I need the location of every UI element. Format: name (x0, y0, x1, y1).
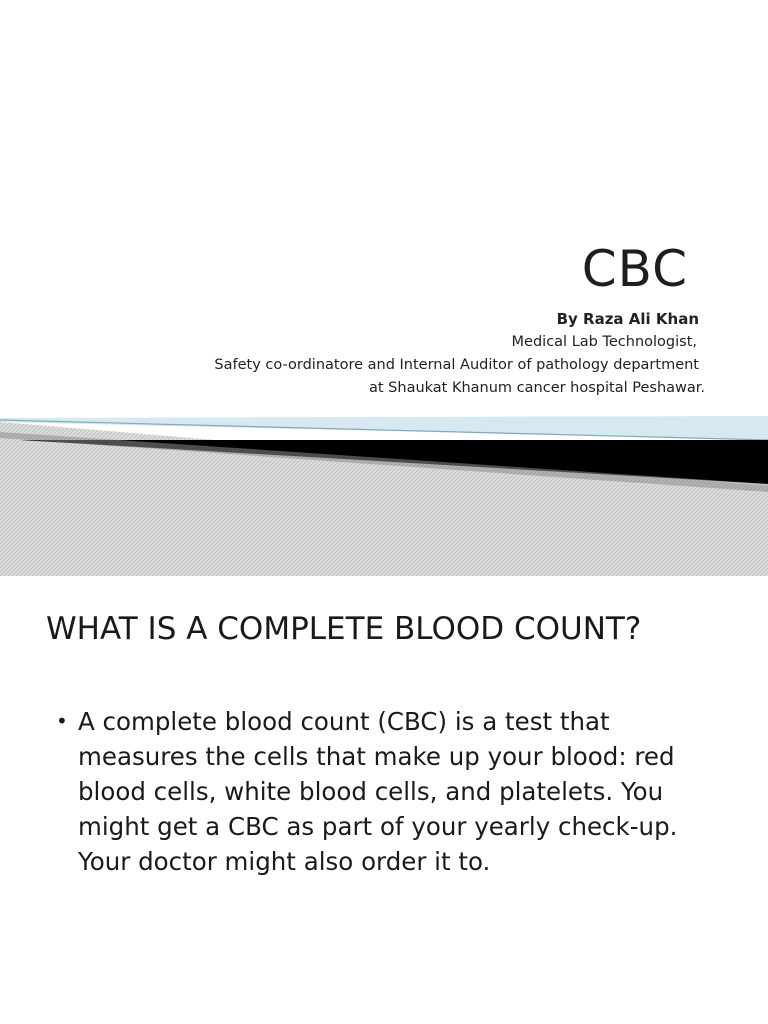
subtitle-block (25, 308, 705, 400)
slide-title: CBC (581, 240, 688, 298)
author-duties: Safety co-ordinatore and Internal Auditor of pathology department (214, 357, 699, 373)
author-role: Medical Lab Technologist, (511, 334, 697, 350)
bullet-list (56, 704, 736, 879)
decorative-banner (0, 400, 768, 576)
content-slide (0, 576, 768, 1024)
bullet-text: A complete blood count (CBC) is a test that measures the cells that make up your blood: red blood cells, white blood cells, and platelets. You might get a CBC as part of your yearly check-up. Your doctor might also order it to. (78, 707, 678, 876)
author-name: By Raza Ali Khan (556, 310, 699, 328)
bullet-marker: • (56, 709, 68, 733)
content-heading: WHAT IS A COMPLETE BLOOD COUNT? (46, 611, 642, 647)
bullet-item (56, 704, 736, 879)
author-location: at Shaukat Khanum cancer hospital Peshawar. (369, 380, 705, 396)
